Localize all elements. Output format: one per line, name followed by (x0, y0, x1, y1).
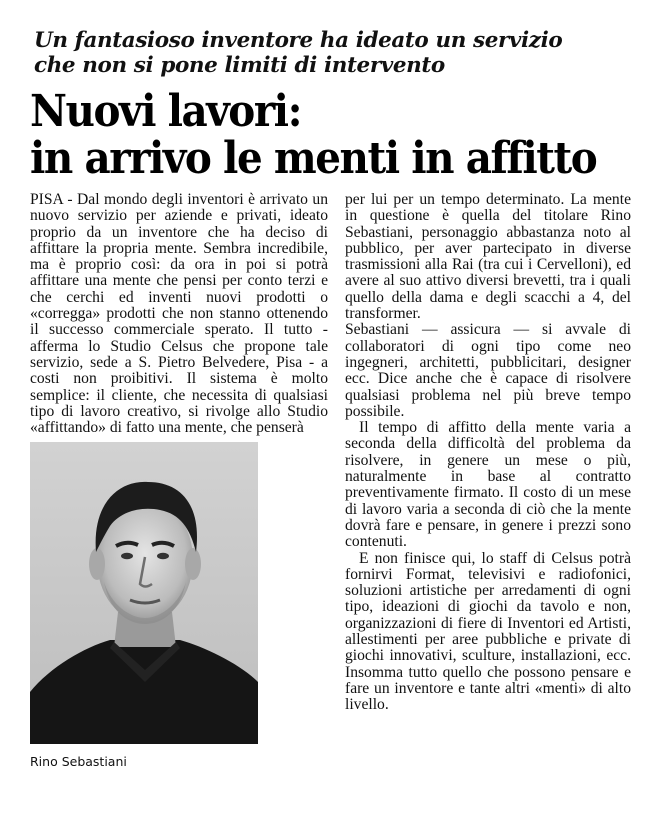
right-paragraph-3: Il tempo di affitto della mente varia a seconda della difficoltà del problema da risolvere, in genere un mese o più, naturalmente in base al contratto preventivamente firmato. Il costo di un mese di lavoro varia a seconda di ciò che la mente dovrà fare e pensare, in genere i prezzi sono contenuti. (345, 419, 631, 551)
article-headline (30, 86, 597, 184)
article-kicker (34, 28, 624, 78)
article-column-right (345, 192, 631, 714)
right-paragraph-2: Sebastiani — assicura — si avvale di collaboratori di ogni tipo come neo ingegneri, architetti, pubblicitari, designer ecc. Dice anche che è capace di risolvere qualsiasi problema nel più breve tempo possibile. (345, 321, 631, 420)
headline-line-1: Nuovi lavori: (30, 86, 302, 137)
portrait-photo (30, 442, 258, 744)
article-column-left (30, 192, 328, 436)
kicker-line-2: che non si pone limiti di intervento (34, 53, 445, 78)
left-column-text: PISA - Dal mondo degli inventori è arrivato un nuovo servizio per aziende e privati, ideato proprio da un inventore che ha deciso di affittare la propria mente. Sembra incredibile, ma è proprio così: da ora in poi si potrà affittare una mente che pensi per conto terzi e che cerchi ed inventi nuovi prodotti o «correggа» prodotti che non stanno ottenendo il successo commerciale sperato. Il tutto - afferma lo Studio Celsus che propone tale servizio, sede a S. Pietro Belvedere, Pisa - a costi non proibitivi. Il sistema è molto semplice: il cliente, che necessita di qualsiasi tipo di lavoro creativo, si rivolge allo Studio «affittando» di fatto una mente, che penserà (30, 191, 328, 437)
portrait-illustration (30, 442, 258, 744)
photo-caption: Rino Sebastiani (30, 754, 127, 769)
right-paragraph-1: per lui per un tempo determinato. La mente in questione è quella del titolare Rino Sebastiani, personaggio abbastanza noto al pubblico, per aver partecipato in diverse trasmissioni alla Rai (tra cui i Cervelloni), ed avere al suo attivo diversi brevetti, tra i quali quello della dama e degli scacchi a 4, del transformer. (345, 191, 631, 323)
kicker-line-1: Un fantasioso inventore ha ideato un servizio (34, 28, 563, 53)
headline-line-2: in arrivo le menti in affitto (30, 133, 597, 184)
right-paragraph-4: E non finisce qui, lo staff di Celsus potrà fornirvi Format, televisivi e radiofonici, soluzioni artistiche per arredamenti di ogni tipo, ideazioni di giochi da tavolo e non, organizzazioni di fiere di Inventori ed Artisti, allestimenti per aree pubbliche e private di giochi innovativi, sculture, installazioni, ecc. Insomma tutto quello che possono pensare e fare un inventore e tante altri «menti» di alto livello. (345, 549, 631, 714)
